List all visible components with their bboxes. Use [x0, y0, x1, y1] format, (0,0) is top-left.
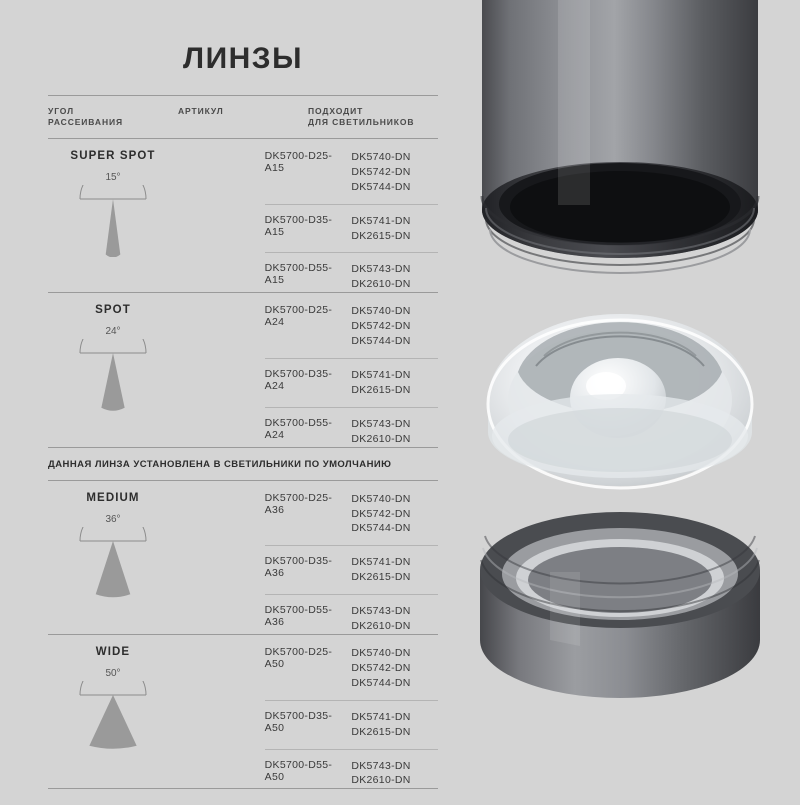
row-divider-wrap [178, 691, 438, 710]
cell-fits: DK5743-DN DK2610-DN [351, 417, 411, 445]
lens-group [48, 293, 438, 446]
product-photo [440, 0, 800, 800]
cell-article: DK5700-D25-A15 [264, 149, 333, 174]
beam-cell [48, 293, 178, 411]
lens-group-body [48, 139, 438, 292]
beam-angle-label: 15° [105, 171, 121, 183]
row-divider [265, 358, 438, 359]
lens-rows [178, 481, 438, 634]
beam-name: WIDE [95, 645, 131, 658]
product-illustration [440, 0, 800, 800]
table-row [178, 710, 438, 740]
beam-angle-label: 50° [105, 667, 121, 679]
cell-article: DK5700-D25-A50 [264, 645, 333, 670]
table-row [178, 368, 438, 398]
group-divider [48, 788, 438, 789]
cell-fits: DK5740-DN DK5742-DN DK5744-DN [351, 646, 411, 689]
beam-cell [48, 481, 178, 599]
cell-article: DK5700-D55-A36 [264, 604, 333, 629]
cell-article: DK5700-D55-A50 [264, 758, 333, 783]
lens-rows [178, 635, 438, 788]
cell-article: DK5700-D35-A24 [264, 368, 333, 392]
beam-name: SUPER SPOT [70, 149, 156, 162]
row-divider [265, 204, 438, 205]
cell-article: DK5700-D35-A50 [264, 709, 333, 734]
lens-group-list [48, 139, 438, 789]
cell-fits: DK5740-DN DK5742-DN DK5744-DN [351, 492, 411, 535]
row-divider-wrap [178, 243, 438, 262]
beam-name: SPOT [95, 304, 131, 317]
beam-diagram-wrap [67, 681, 159, 753]
beam-cell [48, 635, 178, 753]
header-cell-angle: УГОЛ РАССЕИВАНИЯ [48, 106, 124, 128]
row-divider-wrap [178, 195, 438, 214]
beam-angle-diagram [67, 185, 159, 257]
cell-fits: DK5743-DN DK2610-DN [351, 759, 411, 787]
header-cell-article: АРТИКУЛ [178, 106, 224, 116]
row-divider [265, 407, 438, 408]
lens-rows [178, 139, 438, 292]
table-row [178, 555, 438, 585]
cell-fits: DK5741-DN DK2615-DN [351, 369, 411, 396]
cell-fits: DK5741-DN DK2615-DN [351, 214, 411, 242]
cell-fits: DK5740-DN DK5742-DN DK5744-DN [351, 305, 411, 348]
table-row [178, 646, 438, 691]
table-row [178, 304, 438, 349]
beam-angle-diagram [67, 527, 159, 599]
lens-group [48, 139, 438, 292]
row-divider-wrap [178, 349, 438, 368]
lens-group [48, 635, 438, 788]
cylinder-luminaire-body [482, 0, 758, 273]
beam-name: MEDIUM [86, 491, 140, 504]
lens-group-body [48, 481, 438, 634]
cell-article: DK5700-D55-A24 [264, 416, 333, 441]
row-divider [265, 700, 438, 701]
table-row [178, 417, 438, 447]
cell-fits: DK5743-DN DK2610-DN [351, 605, 411, 633]
cell-article: DK5700-D35-A36 [264, 555, 333, 580]
row-divider [265, 252, 438, 253]
lens-rows [178, 293, 438, 446]
table-row [178, 262, 438, 292]
beam-angle-diagram [67, 339, 159, 411]
table-row [178, 492, 438, 537]
cell-fits: DK5740-DN DK5742-DN DK5744-DN [351, 150, 411, 193]
metal-retaining-ring [480, 512, 760, 698]
lens-group [48, 481, 438, 634]
table-row [178, 759, 438, 789]
cell-fits: DK5743-DN DK2610-DN [351, 263, 411, 291]
cell-article: DK5700-D25-A24 [264, 304, 333, 329]
row-divider-wrap [178, 536, 438, 555]
lens-group-body [48, 635, 438, 788]
beam-diagram-wrap [67, 339, 159, 411]
beam-diagram-wrap [67, 527, 159, 599]
beam-angle-label: 24° [105, 326, 121, 338]
header-cell-fits: ПОДХОДИТ ДЛЯ СВЕТИЛЬНИКОВ [308, 106, 415, 128]
beam-cell [48, 139, 178, 257]
cell-fits: DK5741-DN DK2615-DN [351, 556, 411, 584]
lens-table [48, 95, 438, 789]
table-row [178, 150, 438, 195]
cell-fits: DK5741-DN DK2615-DN [351, 710, 411, 738]
lens-group-body [48, 293, 438, 446]
row-divider-wrap [178, 398, 438, 417]
beam-diagram-wrap [67, 185, 159, 257]
beam-angle-label: 36° [105, 513, 121, 525]
page-title: ЛИНЗЫ [183, 42, 303, 75]
row-divider [265, 545, 438, 546]
beam-angle-diagram [67, 681, 159, 753]
table-row [178, 604, 438, 634]
row-divider-wrap [178, 585, 438, 604]
row-divider-wrap [178, 740, 438, 759]
table-row [178, 214, 438, 244]
cell-article: DK5700-D55-A15 [264, 262, 333, 287]
cell-article: DK5700-D25-A36 [264, 491, 333, 516]
row-divider [265, 749, 438, 750]
row-divider [265, 594, 438, 595]
table-header-row [48, 96, 438, 138]
cell-article: DK5700-D35-A15 [264, 213, 333, 238]
clear-lens [488, 314, 752, 488]
default-lens-note: ДАННАЯ ЛИНЗА УСТАНОВЛЕНА В СВЕТИЛЬНИКИ ПО УМОЛЧАНИЮ [48, 458, 392, 470]
